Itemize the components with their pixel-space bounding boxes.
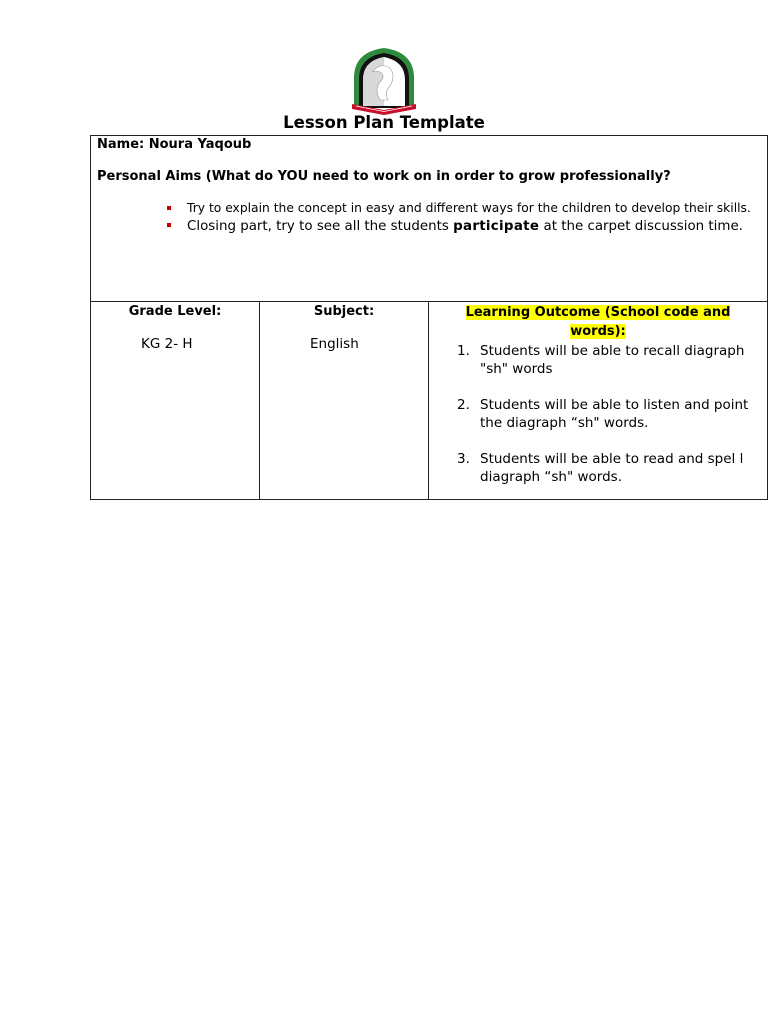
grade-level-value: KG 2- H [141,336,193,352]
list-number: 1. [457,343,470,359]
grade-level-cell [91,302,260,499]
learning-outcome-label [429,302,767,341]
school-logo [350,46,418,116]
list-item [163,217,753,236]
teacher-name: Name: Noura Yaqoub [97,137,252,152]
personal-info-section [90,135,768,302]
personal-aims-heading: Personal Aims (What do YOU need to work on in order to grow professionally? [97,169,671,184]
square-bullet-icon [167,223,171,227]
page-title [0,113,768,132]
list-number: 3. [457,451,470,467]
list-item [451,396,751,432]
list-item [451,450,751,486]
subject-cell [260,302,429,499]
list-item [451,342,751,378]
aim-text: Try to explain the concept in easy and different ways for the children to develop their skills. [187,201,751,215]
personal-aims-list [163,200,753,236]
outcome-text: Students will be able to read and spel l diagraph “sh" words. [480,451,744,485]
list-item [163,200,753,216]
square-bullet-icon [167,206,171,210]
learning-outcome-list [451,342,751,504]
aim-emphasis: participate [453,219,540,234]
page-title-text: Lesson Plan Template [283,113,485,132]
learning-outcome-cell [429,302,767,499]
subject-label: Subject: [313,304,375,319]
outcome-text: Students will be able to recall diagraph "sh" words [480,343,745,377]
grade-level-label: Grade Level: [128,304,222,319]
aim-text-end: at the carpet discussion time. [539,219,743,234]
aim-text: Closing part, try to see all the students [187,219,454,234]
outcome-text: Students will be able to listen and point the diagraph “sh" words. [480,397,749,431]
learning-outcome-label-text: Learning Outcome (School code and words): [465,305,731,339]
lesson-info-table [90,301,768,500]
subject-value: English [310,336,359,352]
list-number: 2. [457,397,470,413]
